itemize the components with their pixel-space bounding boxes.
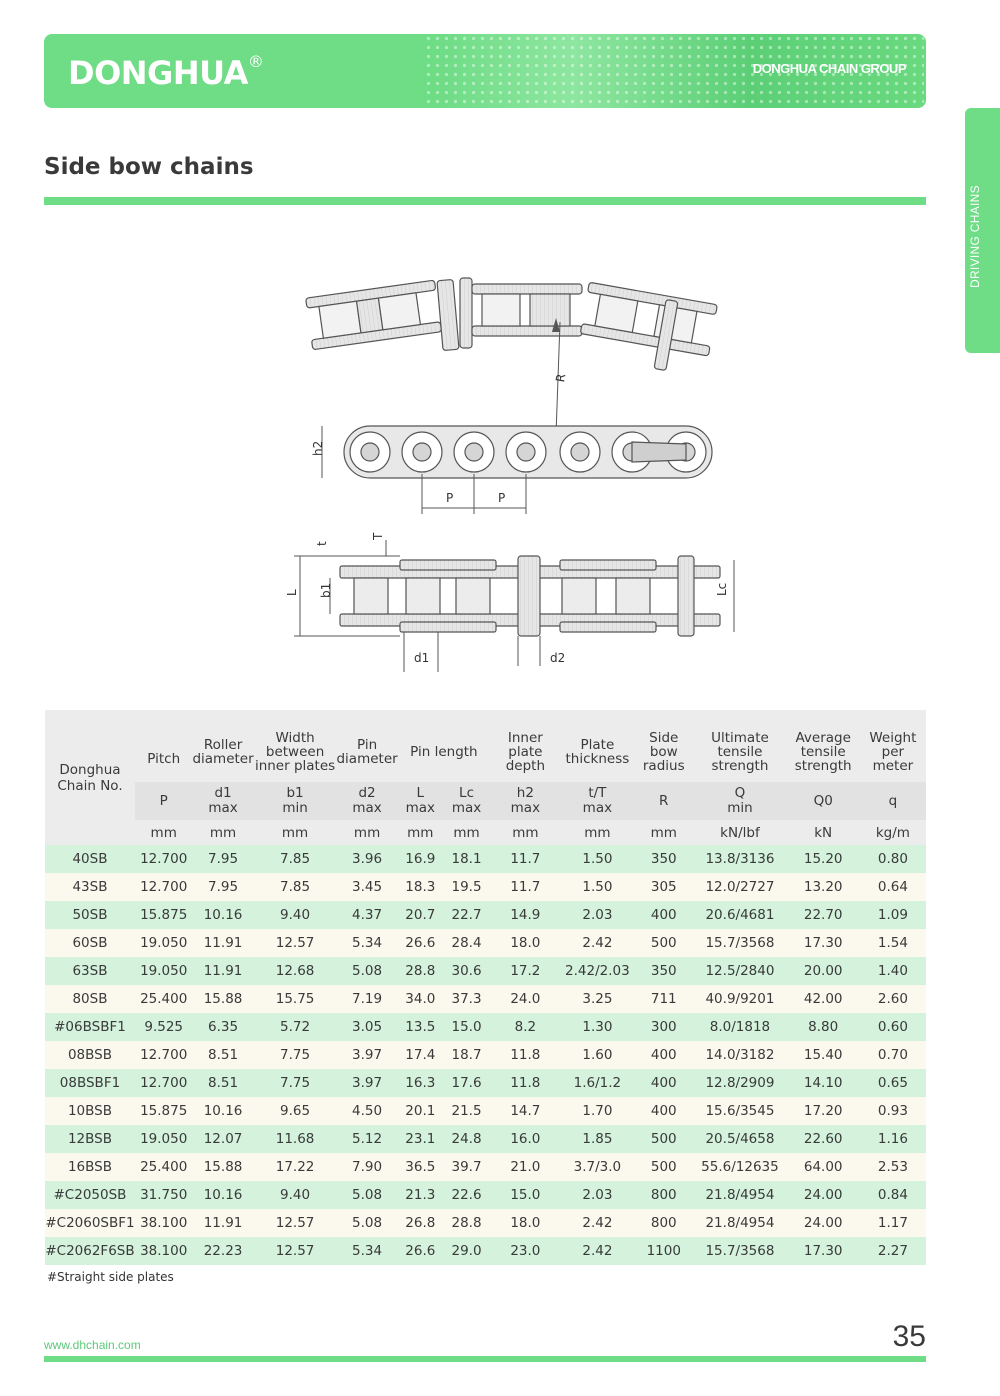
table-row	[45, 985, 926, 1013]
table-row	[45, 1041, 926, 1069]
table-cell: 15.7/3568	[693, 1237, 786, 1265]
table-cell: 13.8/3136	[693, 845, 786, 873]
table-cell: 25.400	[135, 985, 193, 1013]
table-cell: 4.50	[336, 1097, 397, 1125]
bottom-rule	[44, 1356, 926, 1362]
col-limit: max	[405, 800, 436, 816]
table-row	[45, 1097, 926, 1125]
chain-number-cell: #C2050SB	[45, 1181, 135, 1209]
col-header-unit: mm	[443, 820, 490, 845]
table-cell: 1.17	[860, 1209, 926, 1237]
table-cell: 6.35	[192, 1013, 253, 1041]
table-cell: 24.0	[490, 985, 561, 1013]
chain-number-cell: 43SB	[45, 873, 135, 901]
col-header-symbol	[787, 782, 860, 820]
col-header-name: Inner plate depth	[490, 710, 561, 782]
table-cell: 5.34	[336, 929, 397, 957]
header-row-names	[45, 710, 926, 782]
table-cell: 2.60	[860, 985, 926, 1013]
table-cell: 34.0	[398, 985, 443, 1013]
table-cell: 23.0	[490, 1237, 561, 1265]
col-header-symbol	[336, 782, 397, 820]
table-cell: 2.42/2.03	[561, 957, 635, 985]
table-row	[45, 1209, 926, 1237]
table-cell: 0.60	[860, 1013, 926, 1041]
table-cell: 8.0/1818	[693, 1013, 786, 1041]
col-header-name: Pin diameter	[336, 710, 397, 782]
table-cell: 0.84	[860, 1181, 926, 1209]
table-cell: 711	[634, 985, 693, 1013]
d1-label: d1	[414, 651, 430, 665]
table-cell: 500	[634, 1125, 693, 1153]
table-cell: 12.700	[135, 845, 193, 873]
table-cell: 15.20	[787, 845, 860, 873]
col-header-symbol	[693, 782, 786, 820]
table-row	[45, 901, 926, 929]
table-cell: 11.8	[490, 1069, 561, 1097]
table-cell: 15.0	[490, 1181, 561, 1209]
table-cell: 15.875	[135, 1097, 193, 1125]
table-cell: 19.050	[135, 929, 193, 957]
col-limit: min	[282, 800, 308, 816]
col-symbol: Lc	[459, 785, 474, 801]
table-cell: 15.88	[192, 985, 253, 1013]
table-cell: 15.0	[443, 1013, 490, 1041]
table-row	[45, 1069, 926, 1097]
table-cell: 14.0/3182	[693, 1041, 786, 1069]
b1-label: b1	[319, 582, 333, 598]
col-symbol: L	[416, 785, 425, 801]
side-view	[344, 426, 712, 478]
table-cell: 19.050	[135, 1125, 193, 1153]
chain-number-cell: 10BSB	[45, 1097, 135, 1125]
chain-number-cell: 50SB	[45, 901, 135, 929]
col-header-unit: kN/lbf	[693, 820, 786, 845]
col-symbol: t/T	[588, 785, 607, 801]
col-header-name: Ultimate tensile strength	[693, 710, 786, 782]
header-banner	[44, 34, 926, 108]
table-cell: 3.97	[336, 1069, 397, 1097]
table-cell: 20.5/4658	[693, 1125, 786, 1153]
table-cell: 17.4	[398, 1041, 443, 1069]
header-row-symbols	[45, 782, 926, 820]
table-cell: 11.91	[192, 957, 253, 985]
table-cell: 12.5/2840	[693, 957, 786, 985]
table-cell: 21.5	[443, 1097, 490, 1125]
table-cell: 5.08	[336, 957, 397, 985]
col-header-symbol	[443, 782, 490, 820]
col-header-unit: mm	[336, 820, 397, 845]
col-header-name: Pin length	[398, 710, 490, 782]
col-header-symbol	[490, 782, 561, 820]
table-cell: 38.100	[135, 1237, 193, 1265]
table-cell: 29.0	[443, 1237, 490, 1265]
table-cell: 15.7/3568	[693, 929, 786, 957]
table-cell: 12.700	[135, 1041, 193, 1069]
chain-number-cell: 80SB	[45, 985, 135, 1013]
website-link[interactable]: www.dhchain.com	[44, 1338, 141, 1352]
table-cell: 18.7	[443, 1041, 490, 1069]
table-row	[45, 845, 926, 873]
table-cell: 14.9	[490, 901, 561, 929]
table-cell: 8.51	[192, 1069, 253, 1097]
table-cell: 36.5	[398, 1153, 443, 1181]
title-rule	[44, 197, 926, 205]
table-cell: 9.40	[254, 1181, 337, 1209]
L-label: L	[285, 589, 299, 596]
table-cell: 1.40	[860, 957, 926, 985]
table-cell: 8.80	[787, 1013, 860, 1041]
table-cell: 42.00	[787, 985, 860, 1013]
chain-number-cell: 12BSB	[45, 1125, 135, 1153]
col-header-symbol	[398, 782, 443, 820]
table-cell: 28.8	[443, 1209, 490, 1237]
table-row	[45, 1125, 926, 1153]
table-cell: 18.1	[443, 845, 490, 873]
table-cell: 2.42	[561, 929, 635, 957]
table-cell: 64.00	[787, 1153, 860, 1181]
table-cell: 18.0	[490, 1209, 561, 1237]
table-cell: 16.9	[398, 845, 443, 873]
table-cell: 21.8/4954	[693, 1181, 786, 1209]
table-cell: 1.16	[860, 1125, 926, 1153]
table-cell: 5.08	[336, 1181, 397, 1209]
table-cell: 14.7	[490, 1097, 561, 1125]
col-limit: max	[510, 800, 541, 816]
table-cell: 2.42	[561, 1209, 635, 1237]
table-cell: 20.6/4681	[693, 901, 786, 929]
chain-number-cell: 08BSB	[45, 1041, 135, 1069]
T-label: T	[371, 532, 385, 540]
chain-number-cell: 63SB	[45, 957, 135, 985]
table-cell: 1.6/1.2	[561, 1069, 635, 1097]
table-cell: 3.25	[561, 985, 635, 1013]
table-cell: 26.8	[398, 1209, 443, 1237]
table-cell: 2.03	[561, 1181, 635, 1209]
table-cell: 7.95	[192, 845, 253, 873]
table-cell: 500	[634, 1153, 693, 1181]
table-cell: 1.70	[561, 1097, 635, 1125]
table-cell: 800	[634, 1209, 693, 1237]
col-limit: max	[208, 800, 238, 816]
table-row	[45, 957, 926, 985]
brand-logo: DONGHUA®	[68, 52, 264, 92]
col-limit: max	[352, 800, 382, 816]
col-symbol: Q0	[813, 792, 833, 809]
table-cell: 30.6	[443, 957, 490, 985]
table-cell: 55.6/12635	[693, 1153, 786, 1181]
table-cell: 12.8/2909	[693, 1069, 786, 1097]
table-cell: 11.7	[490, 845, 561, 873]
table-cell: 8.2	[490, 1013, 561, 1041]
col-symbol: Q	[734, 785, 746, 801]
table-cell: 15.75	[254, 985, 337, 1013]
col-symbol: q	[888, 792, 898, 809]
table-cell: 350	[634, 845, 693, 873]
table-cell: 12.68	[254, 957, 337, 985]
table-cell: 0.65	[860, 1069, 926, 1097]
table-cell: 24.00	[787, 1209, 860, 1237]
table-cell: 21.3	[398, 1181, 443, 1209]
col-header-unit: kN	[787, 820, 860, 845]
table-cell: 13.5	[398, 1013, 443, 1041]
table-cell: 1.60	[561, 1041, 635, 1069]
page-number: 35	[892, 1320, 926, 1353]
col-header-name: Average tensile strength	[787, 710, 860, 782]
group-name: DONGHUA CHAIN GROUP	[752, 61, 906, 76]
table-cell: 38.100	[135, 1209, 193, 1237]
table-cell: 1.54	[860, 929, 926, 957]
table-cell: 7.85	[254, 845, 337, 873]
table-cell: 5.34	[336, 1237, 397, 1265]
pitch-dimension	[422, 474, 526, 514]
col-header-name: Weight per meter	[860, 710, 926, 782]
col-symbol: d1	[214, 785, 232, 801]
col-symbol: b1	[286, 785, 304, 801]
table-cell: 350	[634, 957, 693, 985]
spec-table	[45, 710, 926, 1265]
table-cell: 400	[634, 1069, 693, 1097]
pitch-label-1: P	[446, 491, 454, 505]
table-cell: 22.7	[443, 901, 490, 929]
chain-number-cell: 60SB	[45, 929, 135, 957]
col-header-symbol	[634, 782, 693, 820]
col-symbol: P	[159, 792, 168, 809]
table-cell: 22.6	[443, 1181, 490, 1209]
table-cell: 7.75	[254, 1041, 337, 1069]
table-cell: 9.65	[254, 1097, 337, 1125]
table-cell: 24.00	[787, 1181, 860, 1209]
table-cell: 22.60	[787, 1125, 860, 1153]
table-cell: 12.57	[254, 1237, 337, 1265]
table-cell: 17.22	[254, 1153, 337, 1181]
col-header-symbol	[254, 782, 337, 820]
col-header-name: Roller diameter	[192, 710, 253, 782]
table-row	[45, 1181, 926, 1209]
table-cell: 15.875	[135, 901, 193, 929]
radius-label: R	[553, 372, 569, 384]
col-header-symbol	[135, 782, 193, 820]
col-header-symbol	[860, 782, 926, 820]
table-cell: 11.68	[254, 1125, 337, 1153]
chain-number-cell: #C2062F6SB	[45, 1237, 135, 1265]
table-cell: 13.20	[787, 873, 860, 901]
table-cell: 4.37	[336, 901, 397, 929]
table-cell: 11.7	[490, 873, 561, 901]
table-cell: 16.3	[398, 1069, 443, 1097]
table-cell: 7.75	[254, 1069, 337, 1097]
table-cell: 20.00	[787, 957, 860, 985]
table-cell: 2.53	[860, 1153, 926, 1181]
table-cell: 400	[634, 901, 693, 929]
table-cell: 16.0	[490, 1125, 561, 1153]
table-cell: 3.45	[336, 873, 397, 901]
table-cell: 18.0	[490, 929, 561, 957]
table-cell: 5.12	[336, 1125, 397, 1153]
table-cell: 1100	[634, 1237, 693, 1265]
table-cell: 9.525	[135, 1013, 193, 1041]
table-cell: 12.700	[135, 873, 193, 901]
table-cell: 7.19	[336, 985, 397, 1013]
table-cell: 18.3	[398, 873, 443, 901]
table-cell: 3.96	[336, 845, 397, 873]
table-cell: 0.80	[860, 845, 926, 873]
page-title: Side bow chains	[44, 154, 254, 180]
table-cell: 9.40	[254, 901, 337, 929]
table-cell: 25.400	[135, 1153, 193, 1181]
col-header-unit: mm	[634, 820, 693, 845]
col-header-unit: kg/m	[860, 820, 926, 845]
table-cell: 7.90	[336, 1153, 397, 1181]
chain-number-cell: 16BSB	[45, 1153, 135, 1181]
table-cell: 1.30	[561, 1013, 635, 1041]
table-cell: 15.6/3545	[693, 1097, 786, 1125]
table-row	[45, 1237, 926, 1265]
table-cell: 300	[634, 1013, 693, 1041]
col-header-unit: mm	[398, 820, 443, 845]
table-cell: 10.16	[192, 1097, 253, 1125]
d2-label: d2	[550, 651, 566, 665]
table-cell: 3.7/3.0	[561, 1153, 635, 1181]
col-symbol: h2	[516, 785, 534, 801]
table-cell: 17.20	[787, 1097, 860, 1125]
col-symbol: d2	[358, 785, 376, 801]
col-limit: max	[582, 800, 613, 816]
t-label: t	[315, 541, 329, 546]
table-cell: 400	[634, 1097, 693, 1125]
table-cell: 11.91	[192, 1209, 253, 1237]
table-row	[45, 929, 926, 957]
table-cell: 39.7	[443, 1153, 490, 1181]
table-cell: 15.88	[192, 1153, 253, 1181]
table-cell: 26.6	[398, 929, 443, 957]
col-header-unit: mm	[192, 820, 253, 845]
header-row-units	[45, 820, 926, 845]
table-cell: 7.95	[192, 873, 253, 901]
section-tab	[965, 108, 1000, 353]
table-cell: 2.27	[860, 1237, 926, 1265]
col-header-name: Plate thickness	[561, 710, 635, 782]
table-row	[45, 1013, 926, 1041]
table-cell: 2.42	[561, 1237, 635, 1265]
pitch-label-2: P	[498, 491, 506, 505]
table-cell: 22.70	[787, 901, 860, 929]
col-limit: max	[451, 800, 482, 816]
table-cell: 12.57	[254, 1209, 337, 1237]
table-cell: 37.3	[443, 985, 490, 1013]
col-header-name: Side bow radius	[634, 710, 693, 782]
table-cell: 5.08	[336, 1209, 397, 1237]
table-cell: 3.97	[336, 1041, 397, 1069]
table-cell: 0.93	[860, 1097, 926, 1125]
table-cell: 15.40	[787, 1041, 860, 1069]
table-cell: 19.5	[443, 873, 490, 901]
col-header-unit: mm	[254, 820, 337, 845]
table-cell: 28.4	[443, 929, 490, 957]
table-cell: 14.10	[787, 1069, 860, 1097]
table-cell: 11.8	[490, 1041, 561, 1069]
table-cell: 12.07	[192, 1125, 253, 1153]
table-cell: 20.7	[398, 901, 443, 929]
table-cell: 8.51	[192, 1041, 253, 1069]
col-symbol: R	[659, 792, 669, 809]
chain-number-cell: 40SB	[45, 845, 135, 873]
table-cell: 26.6	[398, 1237, 443, 1265]
table-cell: 28.8	[398, 957, 443, 985]
table-cell: 19.050	[135, 957, 193, 985]
chain-number-cell: 08BSBF1	[45, 1069, 135, 1097]
table-row	[45, 1153, 926, 1181]
col-header-name: Width between inner plates	[254, 710, 337, 782]
table-cell: 800	[634, 1181, 693, 1209]
table-cell: 500	[634, 929, 693, 957]
col-header-unit: mm	[135, 820, 193, 845]
chain-drawing	[260, 260, 740, 680]
col-header-symbol	[192, 782, 253, 820]
table-cell: 1.09	[860, 901, 926, 929]
table-cell: 0.64	[860, 873, 926, 901]
table-cell: 10.16	[192, 1181, 253, 1209]
table-cell: 40.9/9201	[693, 985, 786, 1013]
table-cell: 305	[634, 873, 693, 901]
table-cell: 17.30	[787, 1237, 860, 1265]
table-cell: 3.05	[336, 1013, 397, 1041]
col-header-unit: mm	[561, 820, 635, 845]
Lc-label: Lc	[715, 582, 729, 596]
table-cell: 12.700	[135, 1069, 193, 1097]
table-cell: 21.8/4954	[693, 1209, 786, 1237]
col-limit: min	[727, 800, 753, 816]
col-header-symbol	[561, 782, 635, 820]
col-header-name: Pitch	[135, 710, 193, 782]
table-cell: 400	[634, 1041, 693, 1069]
table-cell: 17.6	[443, 1069, 490, 1097]
table-cell: 10.16	[192, 901, 253, 929]
chain-number-cell: #06BSBF1	[45, 1013, 135, 1041]
table-row	[45, 873, 926, 901]
chain-number-cell: #C2060SBF1	[45, 1209, 135, 1237]
table-cell: 20.1	[398, 1097, 443, 1125]
table-cell: 2.03	[561, 901, 635, 929]
footnote: #Straight side plates	[47, 1270, 174, 1284]
table-cell: 22.23	[192, 1237, 253, 1265]
table-cell: 31.750	[135, 1181, 193, 1209]
side-bow-view	[306, 278, 718, 371]
table-cell: 21.0	[490, 1153, 561, 1181]
table-cell: 17.2	[490, 957, 561, 985]
table-cell: 1.85	[561, 1125, 635, 1153]
table-cell: 0.70	[860, 1041, 926, 1069]
table-cell: 17.30	[787, 929, 860, 957]
plan-view	[340, 556, 720, 636]
table-cell: 23.1	[398, 1125, 443, 1153]
col-header-unit: mm	[490, 820, 561, 845]
table-cell: 11.91	[192, 929, 253, 957]
table-cell: 7.85	[254, 873, 337, 901]
section-tab-label: DRIVING CHAINS	[968, 185, 982, 288]
table-cell: 5.72	[254, 1013, 337, 1041]
table-cell: 12.0/2727	[693, 873, 786, 901]
h2-label: h2	[311, 440, 325, 456]
col-header-chain-no: Donghua Chain No.	[45, 710, 135, 845]
table-cell: 1.50	[561, 845, 635, 873]
table-cell: 12.57	[254, 929, 337, 957]
table-cell: 24.8	[443, 1125, 490, 1153]
table-cell: 1.50	[561, 873, 635, 901]
